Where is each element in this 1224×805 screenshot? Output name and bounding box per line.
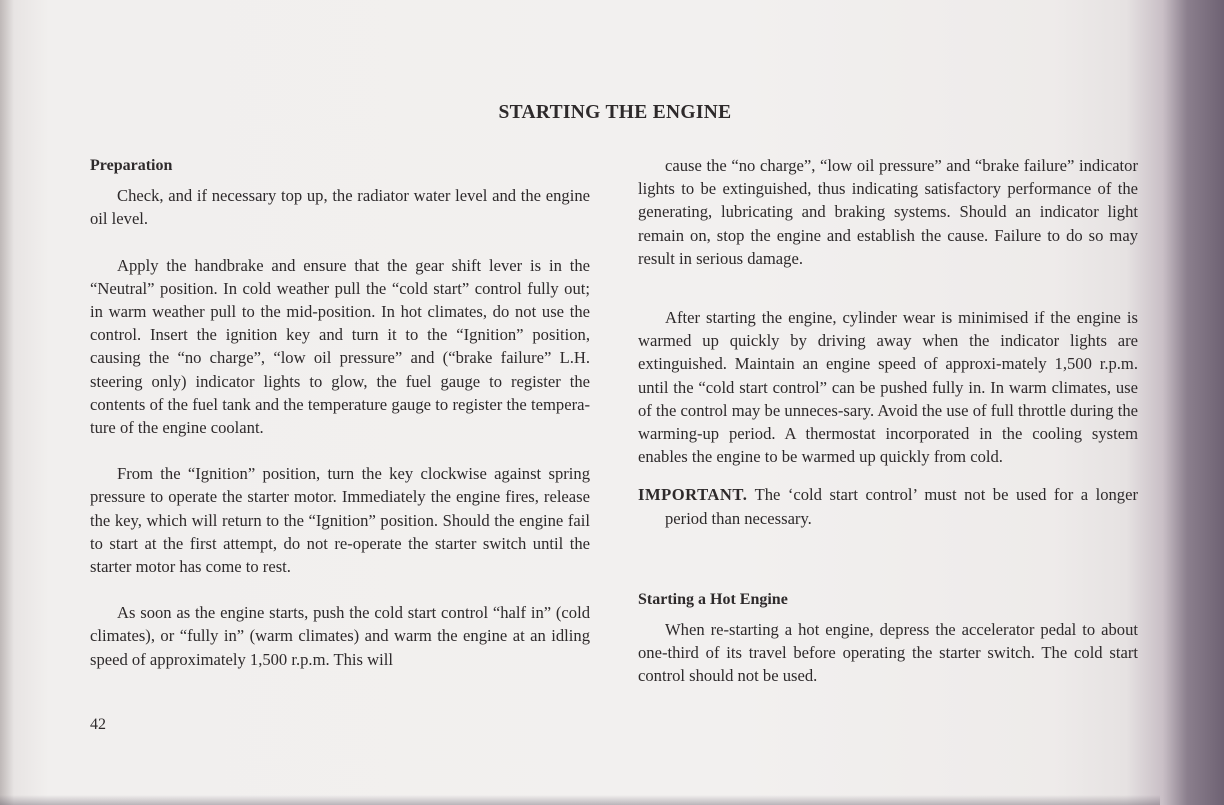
hot-engine-heading: Starting a Hot Engine bbox=[638, 590, 788, 608]
right-column bbox=[638, 154, 1138, 688]
paragraph-ignition-start: From the “Ignition” position, turn the key clockwise against spring pressure to operate the starter motor. Immediately the engine fires, release the key, which will return to the “Ignition” position. Should the engine fail to start at the first attempt, do not re-operate the starter switch until the starter motor has come to rest. bbox=[90, 464, 590, 577]
important-note bbox=[638, 483, 1138, 529]
paragraph-warm-up: After starting the engine, cylinder wear is minimised if the engine is warmed up quickly by driving away when the indicator lights are extinguished. Maintain an engine speed of approxi-mately 1,500 r.p.m. until the “cold start control” can be pushed fully in. In warm climates, use of the control may be unneces-sary. Avoid the use of full throttle during the warming-up period. A thermostat incorporated in the cooling system enables the engine to be warmed up quickly from cold. bbox=[638, 308, 1138, 467]
page-bottom-edge bbox=[0, 795, 1160, 805]
page-title: STARTING THE ENGINE bbox=[498, 102, 732, 123]
left-column bbox=[90, 154, 590, 671]
preparation-heading: Preparation bbox=[90, 157, 173, 174]
important-text: The ‘cold start control’ must not be used for a longer period than necessary. bbox=[665, 485, 1138, 528]
paragraph-hot-engine: When re-starting a hot engine, depress the accelerator pedal to about one-third of its travel before operating the starter switch. The cold start control should not be used. bbox=[638, 620, 1138, 686]
paragraph-indicator-lights: cause the “no charge”, “low oil pressure” and “brake failure” indicator lights to be extinguished, thus indicating satisfactory performance of the generating, lubricating and braking systems. Should an indicator light remain on, stop the engine and establish the cause. Failure to do so may result in serious damage. bbox=[638, 156, 1138, 268]
paragraph-apply-handbrake: Apply the handbrake and ensure that the gear shift lever is in the “Neutral” position. In cold weather pull the “cold start” control fully out; in warm weather pull to the mid-position. In hot climates, do not use the control. Insert the ignition key and turn it to the “Ignition” position, causing the “no charge”, “low oil pressure” and (“brake failure” L.H. steering only) indicator lights to glow, the fuel gauge to register the contents of the fuel tank and the temperature gauge to register the tempera-ture of the engine coolant. bbox=[90, 255, 590, 438]
page-number: 42 bbox=[90, 716, 106, 733]
paragraph-after-start: As soon as the engine starts, push the cold start control “half in” (cold climates), or “fully in” (warm climates) and warm the engine at an idling speed of approximately 1,500 r.p.m. This will bbox=[90, 603, 590, 669]
important-label: IMPORTANT. bbox=[638, 485, 748, 505]
paragraph-check-levels: Check, and if necessary top up, the radiator water level and the engine oil level. bbox=[90, 186, 590, 229]
